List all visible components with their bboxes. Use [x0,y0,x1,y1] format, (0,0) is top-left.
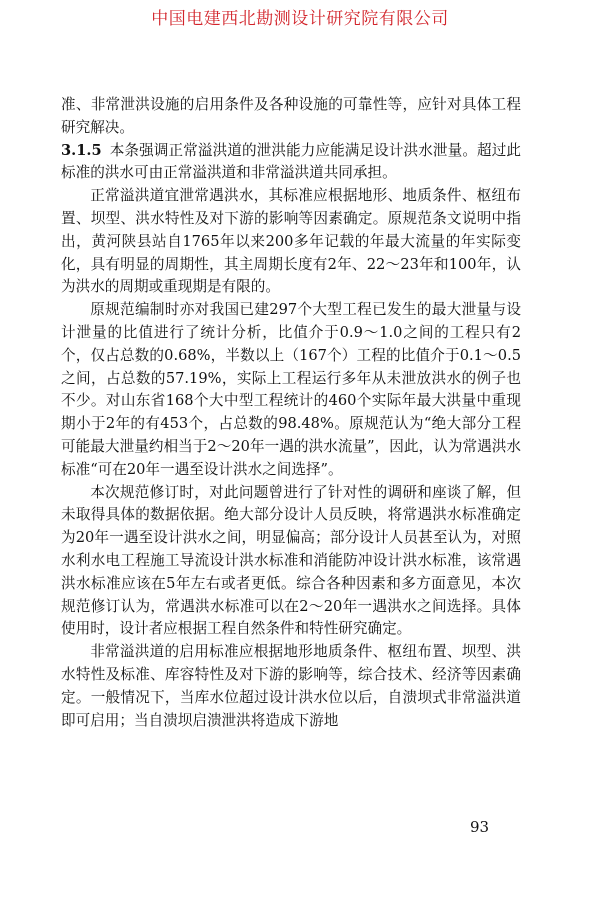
paragraph-continuation: 准、非常泄洪设施的启用条件及各种设施的可靠性等，应针对具体工程研究解决。 [61,96,521,136]
paragraph-section-3-1-5 [61,140,521,186]
paragraph: 本次规范修订时，对此问题曾进行了针对性的调研和座谈了解，但未取得具体的数据依据。绝大部分设计人员反映，将常遇洪水标准确定为20年一遇至设计洪水之间，明显偏高；部分设计人员甚至认为，对照水利水电工程施工导流设计洪水标准和消能防冲设计洪水标准，该常遇洪水标准应该在5年左右或者更低。综合各种因素和多方面意见，本次规范修订认为，常遇洪水标准可以在2～20年一遇洪水之间选择。具体使用时，设计者应根据工程自然条件和特性研究确定。 [61,483,521,638]
section-number: 3.1.5 [61,141,102,159]
section-text: 本条强调正常溢洪道的泄洪能力应能满足设计洪水泄量。超过此标准的洪水可由正常溢洪道和非常溢洪道共同承担。 [61,141,521,182]
paragraph: 非常溢洪道的启用标准应根据地形地质条件、枢纽布置、坝型、洪水特性及标准、库容特性及对下游的影响等，综合技术、经济等因素确定。一般情况下，当库水位超过设计洪水位以后，自溃坝式非常溢洪道即可启用；当自溃坝启溃泄洪将造成下游地 [61,643,521,729]
page-header-organization: 中国电建西北勘测设计研究院有限公司 [151,9,449,29]
paragraph: 原规范编制时亦对我国已建297个大型工程已发生的最大泄量与设计泄量的比值进行了统计分析，比值介于0.9～1.0之间的工程只有2个，仅占总数的0.68%，半数以上（167个）工程的比值介于0.1～0.5之间，占总数的57.19%，实际上工程运行多年从未泄放洪水的例子也不少。对山东省168个大中型工程统计的460个实际年最大洪量中重现期小于2年的有453个，占总数的98.48%。原规范认为“绝大部分工程可能最大泄量约相当于2～20年一遇的洪水流量”，因此，认为常遇洪水标准“可在20年一遇至设计洪水之间选择”。 [61,301,521,478]
document-body [61,94,521,732]
page-number: 93 [470,818,490,836]
paragraph: 正常溢洪道宜泄常遇洪水，其标准应根据地形、地质条件、枢纽布置、坝型、洪水特性及对下游的影响等因素确定。原规范条文说明中指出，黄河陕县站自1765年以来200多年记载的年最大流量的年实际变化，具有明显的周期性，其主周期长度有2年、22～23年和100年，认为洪水的周期或重现期是有限的。 [61,187,521,296]
